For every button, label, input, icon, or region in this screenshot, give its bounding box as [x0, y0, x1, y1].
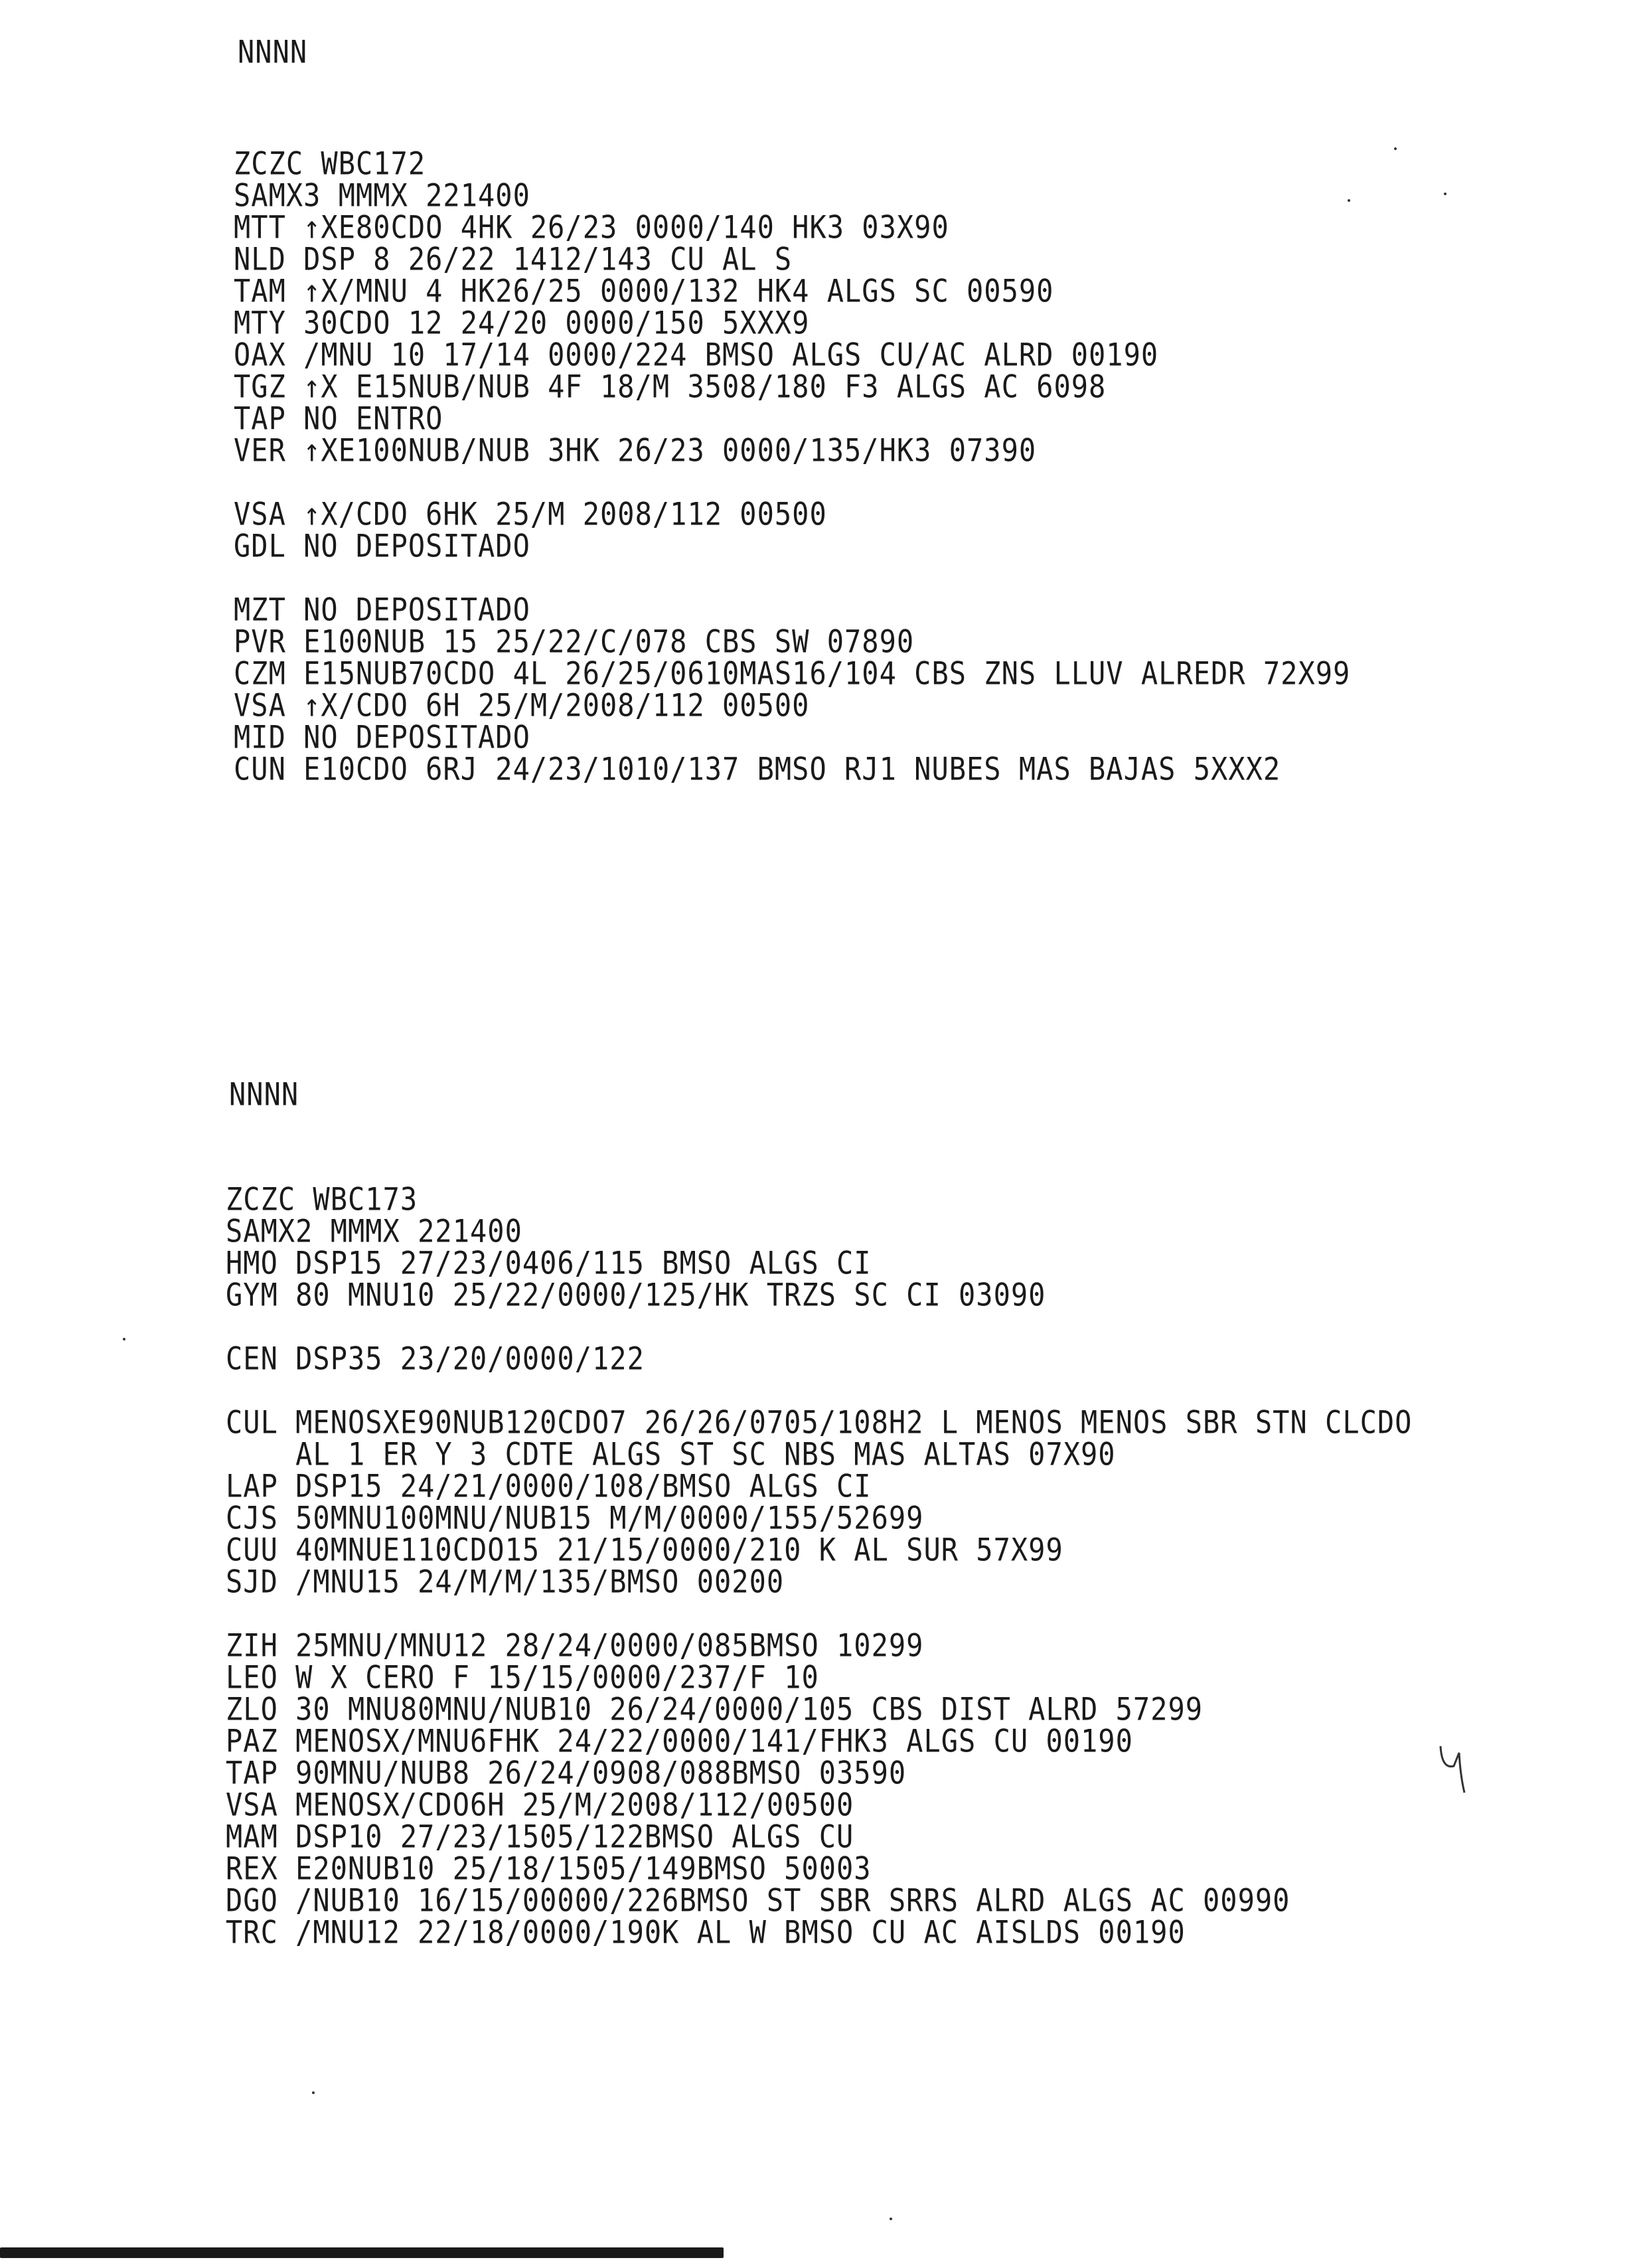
report-line: ZLO 30 MNU80MNU/NUB10 26/24/0000/105 CBS DIST ALRD 57299	[226, 1690, 1204, 1728]
report-line: MTY 30CDO 12 24/20 0000/150 5XXX9	[234, 304, 810, 341]
report-line: CUL MENOSXE90NUB120CDO7 26/26/0705/108H2 L MENOS MENOS SBR STN CLCDO	[226, 1404, 1413, 1441]
report-line: PVR E100NUB 15 25/22/C/078 CBS SW 07890	[234, 623, 915, 660]
scan-edge-bar	[0, 2247, 724, 2258]
report-line: VSA ↑X/CDO 6HK 25/M 2008/112 00500	[234, 495, 827, 532]
report-line: CUN E10CDO 6RJ 24/23/1010/137 BMSO RJ1 NUBES MAS BAJAS 5XXX2	[234, 750, 1281, 787]
report-line: AL 1 ER Y 3 CDTE ALGS ST SC NBS MAS ALTAS 07X90	[226, 1435, 1116, 1473]
report-line: ZCZC WBC173	[226, 1180, 418, 1218]
report-line: TRC /MNU12 22/18/0000/190K AL W BMSO CU AC AISLDS 00190	[226, 1913, 1186, 1951]
bulletin-wbc173	[226, 1180, 1413, 1951]
report-line: ZIH 25MNU/MNU12 28/24/0000/085BMSO 10299	[226, 1627, 924, 1664]
speck	[123, 1338, 125, 1340]
report-line: SAMX3 MMMX 221400	[234, 177, 530, 214]
blank-line	[234, 560, 1350, 592]
report-line: NLD DSP 8 26/22 1412/143 CU AL S	[234, 240, 793, 278]
report-line: REX E20NUB10 25/18/1505/149BMSO 50003	[226, 1850, 872, 1887]
report-line: GDL NO DEPOSITADO	[234, 527, 530, 564]
report-line: GYM 80 MNU10 25/22/0000/125/HK TRZS SC CI 03090	[226, 1276, 1046, 1313]
report-line: ZCZC WBC172	[234, 145, 426, 182]
report-line: CJS 50MNU100MNU/NUB15 M/M/0000/155/52699	[226, 1499, 924, 1536]
blank-line	[226, 1596, 1412, 1628]
separator-header: NNNN	[229, 1076, 299, 1113]
report-line: TAM ↑X/MNU 4 HK26/25 0000/132 HK4 ALGS SC 00590	[234, 272, 1054, 309]
blank-line	[226, 1373, 1412, 1405]
report-line: LAP DSP15 24/21/0000/108/BMSO ALGS CI	[226, 1467, 872, 1504]
speck	[1394, 147, 1397, 150]
separator-header: NNNN	[238, 33, 308, 70]
report-line: TAP NO ENTRO	[234, 400, 443, 437]
report-line: MAM DSP10 27/23/1505/122BMSO ALGS CU	[226, 1818, 854, 1855]
report-line: SAMX2 MMMX 221400	[226, 1212, 522, 1250]
bulletin-wbc172	[234, 145, 1351, 787]
report-line: OAX /MNU 10 17/14 0000/224 BMSO ALGS CU/AC ALRD 00190	[234, 336, 1159, 373]
report-line: CZM E15NUB70CDO 4L 26/25/0610MAS16/104 CBS ZNS LLUV ALREDR 72X99	[234, 655, 1351, 692]
report-line: VSA ↑X/CDO 6H 25/M/2008/112 00500	[234, 687, 810, 724]
report-line: MZT NO DEPOSITADO	[234, 591, 530, 628]
report-line: HMO DSP15 27/23/0406/115 BMSO ALGS CI	[226, 1244, 872, 1281]
report-line: MID NO DEPOSITADO	[234, 718, 530, 756]
speck	[1348, 199, 1350, 202]
speck	[1444, 193, 1446, 195]
blank-line	[226, 1309, 1412, 1341]
report-line: MTT ↑XE80CDO 4HK 26/23 0000/140 HK3 03X90	[234, 208, 949, 246]
report-line: VSA MENOSX/CDO6H 25/M/2008/112/00500	[226, 1786, 854, 1823]
report-line: VER ↑XE100NUB/NUB 3HK 26/23 0000/135/HK3 07390	[234, 432, 1037, 469]
report-line: LEO W X CERO F 15/15/0000/237/F 10	[226, 1659, 819, 1696]
speck	[890, 2218, 892, 2220]
report-line: CUU 40MNUE110CDO15 21/15/0000/210 K AL SUR 57X99	[226, 1531, 1063, 1568]
report-line: DGO /NUB10 16/15/00000/226BMSO ST SBR SRRS ALRD ALGS AC 00990	[226, 1882, 1290, 1919]
blank-line	[234, 465, 1350, 497]
handwritten-mark	[1434, 1740, 1480, 1799]
report-line: SJD /MNU15 24/M/M/135/BMSO 00200	[226, 1563, 785, 1600]
speck	[312, 2091, 315, 2094]
report-line: TAP 90MNU/NUB8 26/24/0908/088BMSO 03590	[226, 1754, 907, 1791]
report-line: CEN DSP35 23/20/0000/122	[226, 1340, 645, 1377]
report-line: PAZ MENOSX/MNU6FHK 24/22/0000/141/FHK3 ALGS CU 00190	[226, 1722, 1133, 1759]
report-line: TGZ ↑X E15NUB/NUB 4F 18/M 3508/180 F3 ALGS AC 6098	[234, 368, 1107, 405]
